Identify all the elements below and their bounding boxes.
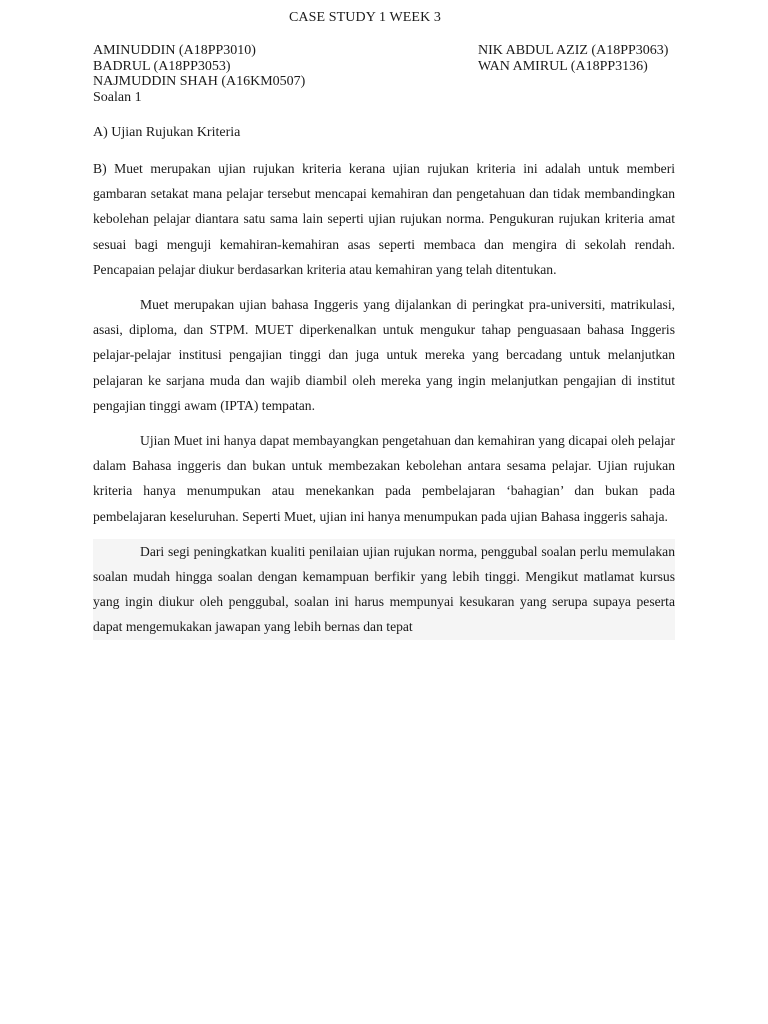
author-row xyxy=(93,74,675,90)
document-body xyxy=(93,156,675,650)
document-title: CASE STUDY 1 WEEK 3 xyxy=(288,10,441,25)
author-name: BADRUL (A18PP3053) xyxy=(93,58,231,74)
author-name: NIK ABDUL AZIZ (A18PP3063) xyxy=(478,43,669,58)
author-row xyxy=(93,43,675,59)
question-label-row xyxy=(93,90,675,106)
author-list xyxy=(93,43,675,105)
paragraph: Ujian Muet ini hanya dapat membayangkan pengetahuan dan kemahiran yang dicapai oleh pelajar dalam Bahasa inggeris dan bukan untuk membezakan kebolehan antara sesama pelajar. Ujian rujukan kriteria hanya menumpukan atau menekankan pada pembelajaran ‘bahagian’ dan bukan pada pembelajaran keseluruhan. Seperti Muet, ujian ini hanya menumpukan pada ujian Bahasa inggeris sahaja. xyxy=(93,433,675,524)
author-name: AMINUDDIN (A18PP3010) xyxy=(93,43,256,58)
section-a-heading: A) Ujian Rujukan Kriteria xyxy=(93,125,241,140)
paragraph: Muet merupakan ujian bahasa Inggeris yang dijalankan di peringkat pra-universiti, matrikulasi, asasi, diploma, dan STPM. MUET diperkenalkan untuk mengukur tahap penguasaan bahasa Inggeris pelajar-pelajar institusi pengajian tinggi dan juga untuk mereka yang bercadang untuk melanjutkan pelajaran ke sarjana muda dan wajib diambil oleh mereka yang ingin melanjutkan pengajian di institut pengajian tinggi awam (IPTA) tempatan. xyxy=(93,297,675,413)
author-row xyxy=(93,59,675,75)
paragraph-b: B) Muet merupakan ujian rujukan kriteria kerana ujian rujukan kriteria ini adalah untuk memberi gambaran setakat mana pelajar tersebut mencapai kemahiran dan pengetahuan dan tidak membandingkan kebolehan pelajar diantara satu sama lain seperti ujian rujukan norma. Pengukuran rujukan kriteria amat sesuai bagi menguji kemahiran-kemahiran asas seperti membaca dan mengira di sekolah rendah. Pencapaian pelajar diukur berdasarkan kriteria atau kemahiran yang telah ditentukan. xyxy=(93,161,675,277)
author-name: NAJMUDDIN SHAH (A16KM0507) xyxy=(93,74,306,89)
author-name: WAN AMIRUL (A18PP3136) xyxy=(478,58,648,74)
paragraph: Dari segi peningkatkan kualiti penilaian ujian rujukan norma, penggubal soalan perlu memulakan soalan mudah hingga soalan dengan kemampuan berfikir yang lebih tinggi. Mengikut matlamat kursus yang ingin diukur oleh penggubal, soalan ini harus mempunyai kesukaran yang serupa supaya peserta dapat mengemukakan jawapan yang lebih bernas dan tepat xyxy=(93,539,675,640)
question-label: Soalan 1 xyxy=(93,89,142,105)
